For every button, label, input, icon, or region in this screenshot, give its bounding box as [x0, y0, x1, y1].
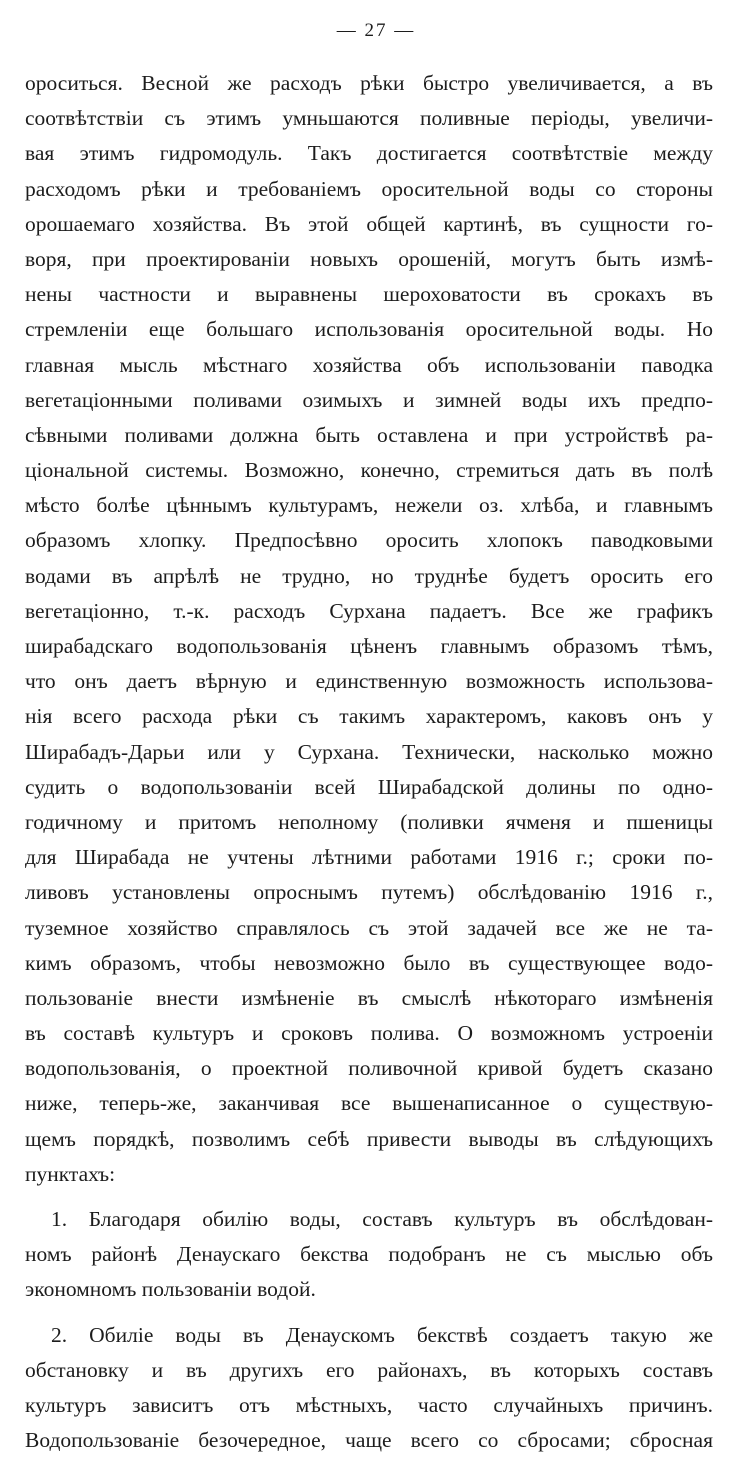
text-line: нія всего расхода рѣки съ такимъ характеромъ, каковъ онъ у	[25, 704, 713, 729]
text-line: ниже, теперь-же, заканчивая все вышенаписанное о существую-	[25, 1091, 713, 1116]
text-line: ціональной системы. Возможно, конечно, стремиться дать въ полѣ	[25, 458, 713, 483]
text-line: щемъ порядкѣ, позволимъ себѣ привести выводы въ слѣдующихъ	[25, 1126, 713, 1151]
text-line: туземное хозяйство справлялось съ этой задачей все же не та-	[25, 915, 713, 940]
text-line: орошаемаго хозяйства. Въ этой общей картинѣ, въ сущности го-	[25, 211, 713, 236]
text-line: стремленіи еще большаго использованія оросительной воды. Но	[25, 317, 713, 342]
text-line: пользованіе внести измѣненіе въ смыслѣ нѣкотораго измѣненія	[25, 985, 713, 1010]
text-line: образомъ хлопку. Предпосѣвно оросить хлопокъ паводковыми	[25, 528, 713, 553]
text-line: судить о водопользованіи всей Ширабадской долины по одно-	[25, 774, 713, 799]
list-item-2-line: Водопользованіе безочередное, чаще всего со сбросами; сбросная	[25, 1428, 713, 1453]
list-item-2-line: 2. Обиліе воды въ Денаускомъ бекствѣ создаетъ такую же	[51, 1322, 713, 1347]
text-line: мѣсто болѣе цѣннымъ культурамъ, нежели оз. хлѣба, и главнымъ	[25, 493, 713, 518]
text-line: сѣвными поливами должна быть оставлена и при устройствѣ ра-	[25, 422, 713, 447]
text-line: для Ширабада не учтены лѣтними работами 1916 г.; сроки по-	[25, 845, 713, 870]
page-body	[25, 66, 713, 1458]
text-line: ливовъ установлены опроснымъ путемъ) обслѣдованію 1916 г.,	[25, 880, 713, 905]
text-line: ороситься. Весной же расходъ рѣки быстро увеличивается, а въ	[25, 71, 713, 95]
list-item-1-line: экономномъ пользованіи водой.	[25, 1277, 316, 1302]
text-line: главная мысль мѣстнаго хозяйства объ использованіи паводка	[25, 352, 713, 377]
text-line: въ составѣ культуръ и сроковъ полива. О возможномъ устроеніи	[25, 1021, 713, 1046]
list-item-2-line: обстановку и въ другихъ его районахъ, въ которыхъ составъ	[25, 1357, 713, 1382]
list-item-1-line: номъ районѣ Денаускаго бекства подобранъ не съ мыслью объ	[25, 1242, 713, 1267]
text-line: вегетаціонно, т.-к. расходъ Сурхана падаетъ. Все же графикъ	[25, 598, 713, 623]
text-line: годичному и притомъ неполному (поливки ячменя и пшеницы	[25, 809, 713, 834]
text-line: расходомъ рѣки и требованіемъ оросительной воды со стороны	[25, 176, 713, 201]
text-line: вая этимъ гидромодуль. Такъ достигается соотвѣтствіе между	[25, 141, 713, 166]
text-line: вегетаціонными поливами озимыхъ и зимней воды ихъ предпо-	[25, 387, 713, 412]
text-line: соотвѣтствіи съ этимъ умньшаются поливные періоды, увеличи-	[25, 106, 713, 131]
text-line: Ширабадъ-Дарьи или у Сурхана. Технически, насколько можно	[25, 739, 713, 764]
text-line: водопользованія, о проектной поливочной кривой будетъ сказано	[25, 1056, 713, 1081]
text-line: воря, при проектированіи новыхъ орошеній, могутъ быть измѣ-	[25, 246, 713, 271]
list-item-1-line: 1. Благодаря обилію воды, составъ культуръ въ обслѣдован-	[51, 1207, 713, 1231]
text-line: пунктахъ:	[25, 1161, 116, 1186]
page-number: — 27 —	[336, 20, 416, 41]
text-line: нены частности и выравнены шероховатости въ срокахъ въ	[25, 282, 713, 307]
list-item-2-line: культуръ зависитъ отъ мѣстныхъ, часто случайныхъ причинъ.	[25, 1392, 713, 1417]
text-line: водами въ апрѣлѣ не трудно, но труднѣе будетъ оросить его	[25, 563, 713, 588]
text-line: кимъ образомъ, чтобы невозможно было въ существующее водо-	[25, 950, 713, 975]
text-line: ширабадскаго водопользованія цѣненъ главнымъ образомъ тѣмъ,	[25, 634, 713, 658]
text-line: что онъ даетъ вѣрную и единственную возможность использова-	[25, 669, 713, 694]
